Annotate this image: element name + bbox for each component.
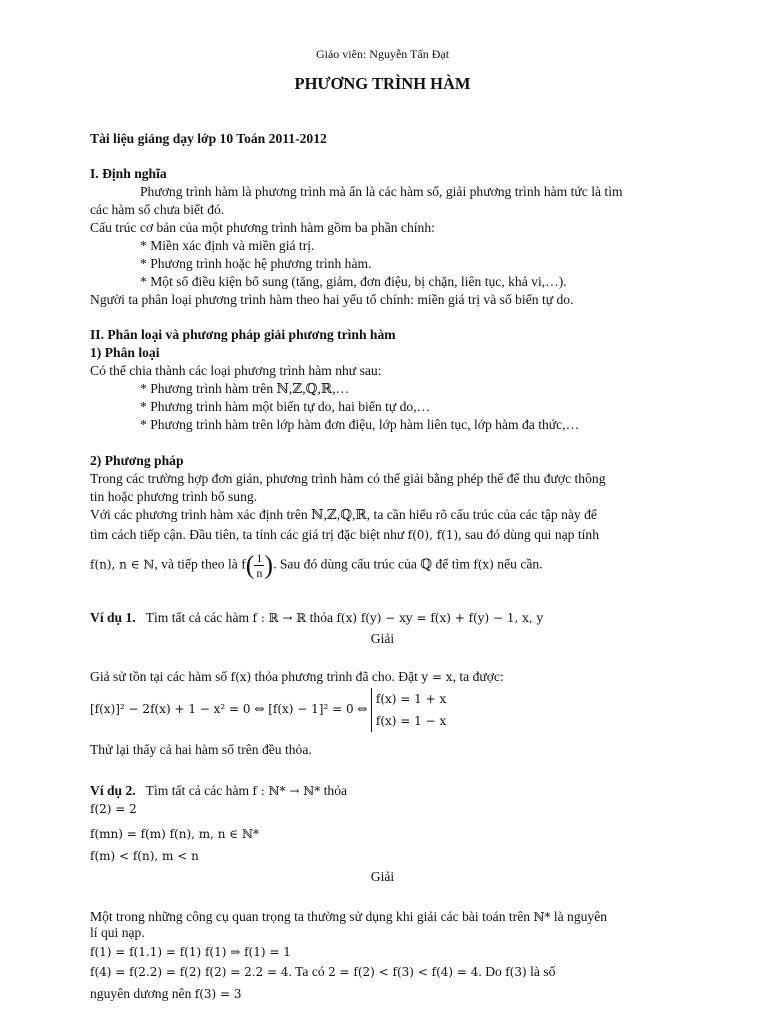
structure-intro: Cấu trúc cơ bản của một phương trình hàm gồm ba phần chính:	[90, 220, 435, 235]
system-line: f(x) = 1 + x	[375, 692, 447, 706]
paren-left: (	[245, 550, 255, 580]
math-expression: [f(x)]² − 2f(x) + 1 − x² = 0 ⇔ [f(x) − 1]² = 0 ⇔	[90, 702, 368, 717]
solution-text: là số	[530, 964, 556, 979]
fraction-denominator: n	[256, 566, 263, 580]
method-text: tìm cách tiếp cận. Đầu tiên, ta tính các giá trị đặc biệt như	[90, 527, 405, 542]
example-text: thỏa	[309, 610, 334, 625]
classification-note: Người ta phân loại phương trình hàm theo hai yếu tố chính: miền giá trị và số biến tự do.	[90, 292, 574, 307]
method-line-3: Với các phương trình hàm xác định trên ℕ,ℤ,ℚ,ℝ, ta cần hiểu rõ cấu trúc của các tập này để	[90, 507, 597, 522]
page-title: PHƯƠNG TRÌNH HÀM	[294, 74, 471, 93]
example-1-statement	[90, 609, 543, 627]
solution-heading: Giải	[370, 631, 395, 646]
subsection-method: 2) Phương pháp	[90, 453, 184, 468]
math-expression: 2 = f(2) < f(3) < f(4) = 4	[328, 965, 479, 979]
math-expression: f : ℕ* → ℕ*	[252, 784, 321, 798]
classification-bullet: * Phương trình hàm một biến tự do, hai biến tự do,…	[140, 399, 431, 414]
example-2-condition: f(mn) = f(m) f(n), m, n ∈ ℕ*	[90, 827, 259, 841]
example-text: thỏa	[323, 783, 348, 798]
example-1-conclusion: Thử lại thấy cả hai hàm số trên đều thỏa.	[90, 742, 312, 757]
solution-text: là nguyên	[553, 909, 608, 924]
section-1-heading: I. Định nghĩa	[90, 166, 167, 181]
structure-bullet: * Một số điều kiện bổ sung (tăng, giảm, đơn điệu, bị chặn, liên tục, khả vi,…).	[140, 274, 567, 289]
solution-text: Giả sử tồn tại các hàm số	[90, 669, 228, 684]
math-expression: f(x) f(y) − xy = f(x) + f(y) − 1, x, y	[336, 611, 544, 625]
method-line-2: tin hoặc phương trình bổ sung.	[90, 489, 258, 504]
example-2-solution-line-5	[90, 985, 242, 1003]
system-line: f(x) = 1 − x	[375, 714, 447, 728]
fraction-numerator: 1	[256, 551, 263, 565]
method-line-1: Trong các trường hợp đơn giản, phương trình hàm có thể giải bằng phép thế để thu được thông	[90, 471, 606, 486]
solution-heading: Giải	[370, 869, 395, 884]
math-expression: f(x)	[473, 557, 494, 572]
math-expression: f(4) = f(2.2) = f(2) f(2) = 2.2 = 4	[90, 965, 289, 979]
math-expression: ℕ*	[533, 910, 551, 924]
course-label: Tài liệu giảng dạy lớp 10 Toán 2011-2012	[90, 131, 327, 146]
solution-text: , ta được:	[452, 669, 504, 684]
example-2-solution-line-4	[90, 963, 555, 981]
example-2-condition: f(2) = 2	[90, 802, 137, 816]
example-label: Ví dụ 1.	[90, 610, 136, 625]
math-expression: y = x	[421, 670, 453, 684]
math-expression: f(3)	[505, 965, 527, 979]
example-2-solution-line-3: f(1) = f(1.1) = f(1) f(1) ⇒ f(1) = 1	[90, 945, 291, 959]
definition-line-1: Phương trình hàm là phương trình mà ẩn là các hàm số, giải phương trình hàm tức là tìm	[140, 184, 623, 199]
section-2-heading: II. Phân loại và phương pháp giải phương trình hàm	[90, 327, 396, 342]
math-expression: f(x)	[230, 670, 252, 684]
method-line-5	[90, 551, 543, 580]
example-2-solution-line-2: lí qui nạp.	[90, 925, 145, 940]
solution-text: . Do	[478, 964, 502, 979]
math-expression: f : ℝ → ℝ	[252, 611, 307, 625]
classification-bullet: * Phương trình hàm trên lớp hàm đơn điệu, lớp hàm liên tục, lớp hàm đa thức,…	[140, 417, 580, 432]
definition-line-2: các hàm số chưa biết đó.	[90, 202, 225, 217]
classification-intro: Có thể chia thành các loại phương trình hàm như sau:	[90, 363, 382, 378]
subsection-classification: 1) Phân loại	[90, 345, 160, 360]
solution-text: nguyên dương nên	[90, 986, 192, 1001]
structure-bullet: * Phương trình hoặc hệ phương trình hàm.	[140, 256, 372, 271]
equation-system	[371, 688, 446, 732]
example-2-statement	[90, 782, 347, 800]
example-2-condition: f(m) < f(n), m < n	[90, 849, 199, 863]
teacher-name: Giáo viên: Nguyễn Tấn Đạt	[315, 47, 450, 61]
example-1-solution-line-1	[90, 668, 504, 686]
method-text: nếu cần.	[497, 556, 543, 572]
math-expression: f(3) = 3	[194, 987, 242, 1001]
example-label: Ví dụ 2.	[90, 783, 136, 798]
solution-text: . Ta có	[288, 964, 325, 979]
method-text: , sau đó dùng qui nạp tính	[458, 527, 600, 542]
fraction	[254, 551, 264, 580]
example-text: Tìm tất cả các hàm	[145, 610, 250, 625]
solution-text: thỏa phương trình đã cho. Đặt	[254, 669, 418, 684]
solution-text: Một trong những công cụ quan trọng ta thường sử dụng khi giải các bài toán trên	[90, 909, 531, 924]
classification-bullet: * Phương trình hàm trên ℕ,ℤ,ℚ,ℝ,…	[140, 381, 350, 396]
example-text: Tìm tất cả các hàm	[145, 783, 250, 798]
example-1-equation	[90, 688, 446, 732]
method-line-4	[90, 526, 599, 544]
paren-right: )	[264, 550, 274, 580]
method-text: , và tiếp theo là f	[154, 556, 246, 572]
math-expression: f(n), n ∈ ℕ	[90, 557, 155, 572]
math-expression: f(0), f(1)	[407, 528, 459, 542]
method-text: . Sau đó dùng cấu trúc của ℚ để tìm	[273, 556, 470, 572]
structure-bullet: * Miền xác định và miền giá trị.	[140, 238, 315, 253]
example-2-solution-line-1	[90, 908, 607, 926]
